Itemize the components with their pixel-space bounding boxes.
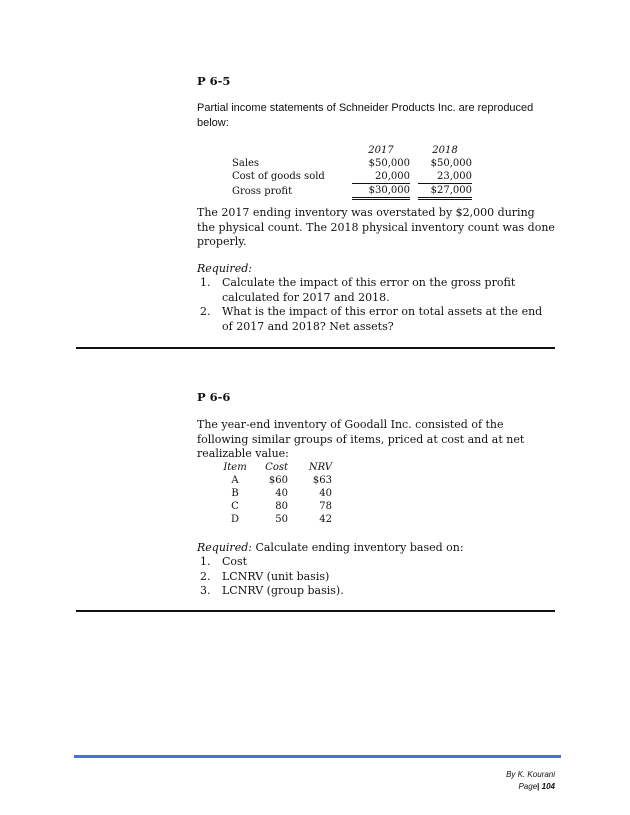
required-label-p6-5: Required: [197, 262, 252, 275]
required-list-p6-6 [200, 555, 555, 599]
col-header-cost: Cost [265, 462, 288, 473]
cost-cell: 40 [275, 488, 288, 499]
col-header-nrv: NRV [308, 462, 332, 473]
list-text: Calculate the impact of this error on the gross profit calculated for 2017 and 2018. [222, 276, 516, 304]
table-row [220, 500, 332, 513]
table-row [232, 157, 472, 170]
list-text: What is the impact of this error on total assets at the end of 2017 and 2018? Net assets? [222, 305, 543, 333]
value-2017: $50,000 [368, 158, 410, 169]
list-number: 3. [200, 584, 211, 597]
nrv-cell: $63 [312, 475, 332, 486]
item-cell: D [230, 514, 240, 525]
value-2017: $30,000 [352, 184, 410, 199]
cost-cell: $60 [268, 475, 288, 486]
cost-cell: 80 [275, 501, 288, 512]
value-2018: $27,000 [418, 184, 472, 199]
list-item [200, 276, 555, 305]
page-number: 104 [541, 782, 555, 791]
list-number: 1. [200, 555, 211, 568]
list-item [200, 570, 555, 585]
table-row [220, 513, 332, 526]
item-cell: B [231, 488, 239, 499]
nrv-cell: 42 [319, 514, 332, 525]
cost-cell: 50 [275, 514, 288, 525]
required-list-p6-5 [200, 276, 555, 334]
inventory-table [220, 461, 340, 526]
list-number: 2. [200, 569, 211, 583]
table-row [232, 170, 472, 184]
required-text-p6-6: Calculate ending inventory based on: [251, 541, 464, 554]
year-header-2018: 2018 [432, 145, 458, 156]
footer-author: By K. Kourani [506, 770, 555, 779]
item-cell: C [231, 501, 239, 512]
row-label: Gross profit [232, 185, 293, 197]
list-text: LCNRV (group basis). [222, 584, 344, 597]
table-row [220, 474, 332, 487]
list-item [200, 305, 555, 334]
list-item [200, 555, 555, 570]
problem-intro-p6-5: Partial income statements of Schneider Products Inc. are reproduced below: [197, 102, 534, 129]
item-cell: A [231, 475, 239, 486]
problem-heading-p6-5: P 6-5 [197, 74, 231, 88]
list-number: 1. [200, 276, 211, 289]
year-header-2017: 2017 [368, 145, 394, 156]
value-2017: 20,000 [352, 170, 410, 184]
section-divider [76, 610, 555, 612]
income-statement-table [232, 144, 472, 200]
section-divider [76, 347, 555, 349]
nrv-cell: 40 [319, 488, 332, 499]
row-label: Cost of goods sold [232, 171, 325, 183]
list-number: 2. [200, 305, 211, 318]
value-2018: 23,000 [418, 170, 472, 184]
list-text: LCNRV (unit basis) [222, 569, 330, 583]
table-row [220, 487, 332, 500]
problem-heading-p6-6: P 6-6 [197, 390, 231, 404]
value-2018: $50,000 [430, 158, 472, 169]
footer-rule [74, 755, 561, 758]
col-header-item: Item [223, 462, 247, 473]
required-label-p6-6: Required: [197, 541, 252, 554]
list-item [200, 584, 555, 599]
problem-body-p6-5: The 2017 ending inventory was overstated by $2,000 during the physical count. The 2018 physical inventory count was done properly. [197, 206, 555, 248]
nrv-cell: 78 [319, 501, 332, 512]
footer-page [518, 782, 555, 791]
problem-intro-p6-6: The year-end inventory of Goodall Inc. consisted of the following similar groups of items, priced at cost and at net realizable value: [197, 418, 525, 460]
page-label: Page [518, 782, 538, 791]
page-separator: | [537, 782, 540, 791]
required-line-p6-6 [197, 541, 555, 556]
list-text: Cost [222, 555, 248, 568]
row-label: Sales [232, 158, 260, 169]
table-row [232, 184, 472, 199]
